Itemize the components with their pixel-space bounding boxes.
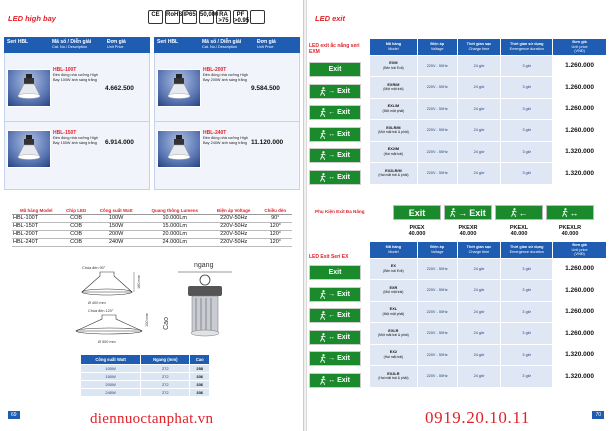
model-cell: EXR/M (Một mặt trái) [370,77,418,99]
charge-cell: 24 giờ [457,77,501,99]
running-man-icon [320,376,326,385]
table-row [370,323,607,345]
price-cell: 1.260.000 [553,280,607,302]
price-cell: 1.260.000 [553,98,607,120]
duration-cell: 3 giờ [501,258,553,280]
accessory-sign-image [495,205,543,220]
table-row [81,373,210,381]
voltage-cell: 220V - 50Hz [417,301,457,323]
running-man-icon [320,354,326,363]
table-cell: 220V-50Hz [209,223,259,231]
table-cell: COB [60,231,91,239]
product-code: HBL-100T [53,67,77,73]
ma-so-label: Mã số / Diễn giải Cat. No./ Description [52,39,92,49]
accessory-code: PKEXL [509,225,529,231]
table-cell: 120° [259,231,292,239]
accessory-title: Phụ Kiện Exit Đa Năng [315,209,365,214]
card-header [4,37,150,53]
highbay-lamp-image [157,69,201,107]
dims-header: Ngang (mm) [141,355,190,365]
accessory-sign-image [393,205,441,220]
duration-cell: 3 giờ [501,344,553,366]
accessory-price: 40.000 [459,231,477,237]
arrow-icon: ↔ [569,207,579,218]
table-cell: 272 [141,373,190,381]
exit-sign-image [309,308,361,323]
exit-sign-text: Exit [328,269,342,276]
charge-cell: 24 giờ [457,366,501,388]
price-cell: 1.260.000 [553,258,607,280]
price-cell: 1.260.000 [553,55,607,77]
table-cell: 100W [81,365,141,373]
table-cell: COB [60,239,91,247]
exm-series-label: LED exit ắc nắng seri EXM [309,43,360,55]
accessory-label [444,225,492,237]
exit-sign-image [309,330,361,345]
left-page [0,0,303,431]
product-code: HBL-150T [53,130,77,136]
duration-cell: 3 giờ [501,98,553,120]
running-man-icon [320,108,326,117]
running-man-icon [562,208,568,217]
table-row [370,258,607,280]
ex-series-label: LED Exit Seri EX [309,254,349,260]
price-cell: 1.260.000 [553,301,607,323]
exit-sign-text: Exit [337,376,350,384]
price-cell: 1.260.000 [553,323,607,345]
charge-cell: 24 giờ [457,301,501,323]
voltage-cell: 220V - 50Hz [417,98,457,120]
spec-table [12,207,292,247]
table-cell: 272 [141,381,190,389]
model-cell: EX2/M (Hai mặt trái) [370,141,418,163]
product-row [5,122,149,190]
ce-mark-icon: CE [148,10,163,24]
table-cell: 220V-50Hz [209,215,259,223]
price-cell: 1.320.000 [553,344,607,366]
exit-sign-image [309,148,361,163]
table-cell: 258 [190,365,210,373]
spec-header: Chiều đèn [259,207,292,215]
product-card-right [154,37,300,190]
model-cell: EX2 (Hai mặt trái) [370,344,418,366]
arrow-icon: ↔ [328,173,336,181]
exit-header-voltage: Điện áp Voltage [417,242,457,259]
spec-header: Điện áp Voltage [209,207,259,215]
exit-sign-text: Exit [337,173,350,181]
pf-icon: PF >0.95 [234,12,250,24]
don-gia-label: Đơn giá Unit Price [107,39,126,49]
lifetime-icon: 50,000 [199,10,214,24]
duration-cell: 3 giờ [501,141,553,163]
highbay-side-drawing [176,270,236,350]
height-100-label: 100 mm [144,313,149,327]
product-row [5,53,149,122]
ma-so-label: Mã số / Diễn giải Cat. No./ Description [202,39,242,49]
accessory-price: 40.000 [510,231,528,237]
running-man-icon [320,311,326,320]
accessory-label [495,225,543,237]
card-header [154,37,300,53]
dimension-table [80,354,210,397]
product-row [155,122,299,190]
section-title-high-bay: LED high bay [8,14,56,23]
exit-sign-text: Exit [337,152,350,159]
arrow-icon: ↔ [328,333,336,341]
table-row [370,301,607,323]
charge-cell: 24 giờ [457,258,501,280]
exit-sign-text: Exit [337,87,350,95]
highbay-lamp-image [7,69,51,107]
voltage-cell: 220V - 50Hz [417,366,457,388]
running-man-icon [320,151,326,160]
accessory-code: PKEXR [458,225,478,231]
spec-header: Quang thông Lumens [141,207,209,215]
table-cell: 220V-50Hz [209,239,259,247]
width-label: ngang [194,262,214,269]
product-price: 11.120.000 [251,139,284,146]
voltage-cell: 220V - 50Hz [417,344,457,366]
running-man-icon [320,173,326,182]
beam-120-label: Chóa đèn 120° [88,309,114,313]
price-cell: 1.260.000 [553,120,607,142]
exit-header-voltage: Điện áp Voltage [417,39,457,56]
card-body [154,53,300,190]
model-cell: EX2LR/M (Hai mặt trái & phải) [370,163,418,185]
charge-cell: 24 giờ [457,141,501,163]
exit-header-duration: Thời gian sử dụng Emergence duration [501,242,553,259]
product-code: HBL-200T [203,67,227,73]
table-cell: 150W [92,223,141,231]
table-cell: 10.000Lm [141,215,209,223]
exit-sign-image [309,170,361,185]
running-man-icon [511,208,517,217]
table-cell: 90° [259,215,292,223]
right-page [307,0,610,431]
model-cell: EX (Bên trái Exit) [370,258,418,280]
exit-header-model: Mã hàng Model [370,242,418,259]
duration-cell: 3 giờ [501,55,553,77]
duration-cell: 3 giờ [501,280,553,302]
arrow-icon: → [328,290,336,298]
exit-sign-image [309,84,361,99]
price-cell: 1.320.000 [553,366,607,388]
duration-cell: 3 giờ [501,120,553,142]
spec-header: Chip LED [60,207,91,215]
table-row [370,141,607,163]
height-label: Cao [162,317,170,330]
exit-sign-image [309,105,361,120]
table-cell: 200W [81,381,141,389]
table-row [81,389,210,397]
accessory-price: 40.000 [408,231,426,237]
table-row [81,381,210,389]
section-title-exit: LED exit [315,14,346,23]
accessory-code: PKEX [409,225,425,231]
exit-sign-image [309,287,361,302]
product-price: 6.914.000 [105,139,134,146]
exit-header-model: Mã hàng Model [370,39,418,56]
voltage-cell: 220V - 50Hz [417,120,457,142]
table-cell: 20.000Lm [141,231,209,239]
table-cell: 336 [190,381,210,389]
highbay-lamp-image [157,130,201,168]
accessory-label [546,225,594,237]
table-cell: 272 [141,389,190,397]
accessory-code: PKEXLR [558,225,582,231]
voltage-cell: 220V - 50Hz [417,258,457,280]
exit-sign-image [309,265,361,280]
table-cell: 200W [92,231,141,239]
arrow-icon: → [328,152,336,159]
table-cell: HBL-100T [12,215,60,223]
exit-sign-text: Exit [328,66,342,73]
exit-header-charge: Thời gian sạc Charge time [457,242,501,259]
table-cell: 240W [92,239,141,247]
product-card-left [4,37,150,190]
seri-label: Seri HBL [7,39,29,45]
running-man-icon [320,290,326,299]
table-row [370,98,607,120]
charge-cell: 24 giờ [457,344,501,366]
exit-sign-text: Exit [337,312,350,319]
seri-label: Seri HBL [157,39,179,45]
table-row [370,344,607,366]
table-row [370,366,607,388]
product-desc: Đèn đúng nhà xưởng High Bay 150W ánh sáng trắng [53,136,98,145]
table-cell: HBL-150T [12,223,60,231]
spec-header: Công suất Watt [92,207,141,215]
exit-sign-text: Exit [337,355,350,362]
highbay-lamp-image [7,130,51,168]
table-cell: 220V-50Hz [209,231,259,239]
exit-header-price: Đơn giá Unit price (VNĐ) [553,242,607,259]
model-cell: EXM (Bên trái Exit) [370,55,418,77]
spec-header: Mã hàng Model [12,207,60,215]
table-row [370,55,607,77]
voltage-cell: 220V - 50Hz [417,77,457,99]
ip65-icon: IP65 [182,10,197,24]
table-cell: 24.000Lm [141,239,209,247]
arrow-icon: ↔ [328,130,336,138]
page-number: 70 [592,411,604,419]
accessory-label [393,225,441,237]
exit-header-duration: Thời gian sử dụng Emergence duration [501,39,553,56]
beam-90-label: Chóa đèn 90° [82,266,106,270]
diameter-500-label: Ø 500 mm [98,340,116,344]
don-gia-label: Đơn giá Unit Price [257,39,276,49]
dims-header: Cao [190,355,210,365]
accessory-sign-image [444,205,492,220]
exit-sign-image [309,373,361,388]
lamp-shade-120-drawing [70,313,150,343]
table-cell: HBL-240T [12,239,60,247]
exit-header-charge: Thời gian sạc Charge time [457,39,501,56]
table-cell: 336 [190,373,210,381]
exit-sign-text: Exit [408,207,426,218]
table-cell: 240W [81,389,141,397]
card-body [4,53,150,190]
table-cell: 336 [190,389,210,397]
beam-angle-icon [250,10,265,24]
charge-cell: 24 giờ [457,120,501,142]
table-cell: 15.000Lm [141,223,209,231]
dims-header: Công suất Watt [81,355,141,365]
table-cell: COB [60,223,91,231]
table-row [370,163,607,185]
arrow-icon: → [328,87,336,95]
table-row [370,280,607,302]
duration-cell: 3 giờ [501,163,553,185]
table-cell: 100W [92,215,141,223]
product-desc: Đèn đúng nhà xưởng High Bay 200W ánh sáng trắng [203,73,248,82]
voltage-cell: 220V - 50Hz [417,280,457,302]
exit-sign-image [309,127,361,142]
arrow-icon: ← [518,207,528,218]
table-cell: 272 [141,365,190,373]
voltage-cell: 220V - 50Hz [417,141,457,163]
table-row [12,223,292,231]
product-row [155,53,299,122]
table-row [12,215,292,223]
exit-sign-text: Exit [337,290,350,298]
table-cell: 150W [81,373,141,381]
accessory-sign-image [546,205,594,220]
exit-sign-image [309,62,361,77]
website-footer: diennuoctanphat.vn [90,411,214,427]
diameter-400-label: Ø 400 mm [88,301,106,305]
charge-cell: 24 giờ [457,280,501,302]
certification-icons [148,10,265,24]
model-cell: EXR (Một mặt trái) [370,280,418,302]
ex-price-table [369,241,607,388]
exm-price-table [369,38,607,185]
table-row [81,365,210,373]
lamp-shade-90-drawing [72,270,142,304]
arrow-icon: → [328,355,336,362]
exit-header-price: Đơn giá Unit price (VNĐ) [553,39,607,56]
voltage-cell: 220V - 50Hz [417,323,457,345]
voltage-cell: 220V - 50Hz [417,163,457,185]
model-cell: EXL/M (Một mặt phải) [370,98,418,120]
product-code: HBL-240T [203,130,227,136]
charge-cell: 24 giờ [457,98,501,120]
table-row [370,120,607,142]
exit-sign-text: Exit [337,130,350,138]
duration-cell: 3 giờ [501,366,553,388]
phone-footer: 0919.20.10.11 [425,408,530,427]
exit-sign-text: Exit [337,109,350,116]
charge-cell: 24 giờ [457,163,501,185]
table-row [12,239,292,247]
price-cell: 1.320.000 [553,141,607,163]
height-180-label: 180 mm [136,275,141,289]
model-cell: EXLR/M (Một mặt trái & phải) [370,120,418,142]
product-price: 9.584.500 [251,85,280,92]
charge-cell: 24 giờ [457,323,501,345]
product-price: 4.662.500 [105,85,134,92]
price-cell: 1.320.000 [553,163,607,185]
product-desc: Đèn đúng nhà xưởng High Bay 100W ánh sáng trắng [53,73,98,82]
arrow-icon: ↔ [328,376,336,384]
running-man-icon [320,333,326,342]
duration-cell: 3 giờ [501,301,553,323]
product-desc: Đèn đúng nhà xưởng High Bay 240W ánh sáng trắng [203,136,248,145]
model-cell: EX2LR (Hai mặt trái & phải) [370,366,418,388]
ra-icon: RA >75 [216,10,231,24]
page-number: 69 [8,411,20,419]
accessory-price: 40.000 [561,231,579,237]
model-cell: EXL (Một mặt phải) [370,301,418,323]
table-cell: 120° [259,239,292,247]
table-row [370,77,607,99]
arrow-icon: → [458,207,468,218]
duration-cell: 3 giờ [501,323,553,345]
exit-sign-text: Exit [469,207,486,218]
model-cell: EXLR (Một mặt trái & phải) [370,323,418,345]
running-man-icon [450,208,456,217]
table-cell: HBL-200T [12,231,60,239]
arrow-icon: ← [328,109,336,116]
table-cell: COB [60,215,91,223]
table-cell: 120° [259,223,292,231]
exit-sign-image [309,351,361,366]
running-man-icon [320,87,326,96]
charge-cell: 24 giờ [457,55,501,77]
duration-cell: 3 giờ [501,77,553,99]
exit-sign-text: Exit [337,333,350,341]
table-row [12,231,292,239]
running-man-icon [320,130,326,139]
price-cell: 1.260.000 [553,77,607,99]
arrow-icon: ← [328,312,336,319]
rohs-icon: RoHS [165,10,180,24]
voltage-cell: 220V - 50Hz [417,55,457,77]
